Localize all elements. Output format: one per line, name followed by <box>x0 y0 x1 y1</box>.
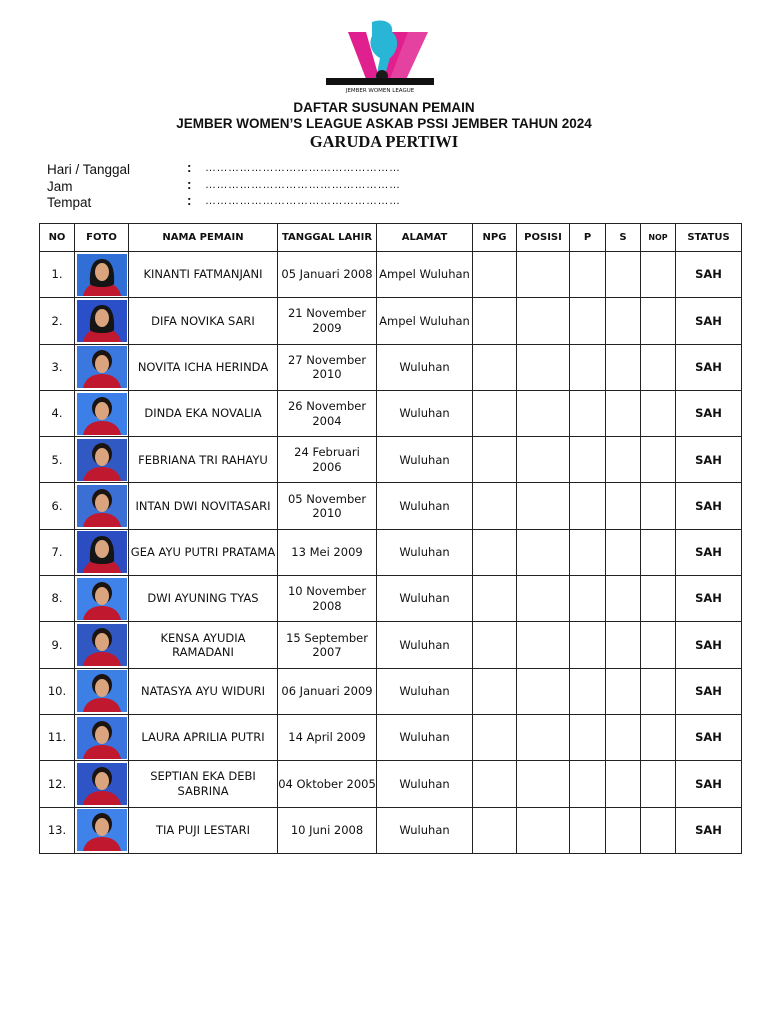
player-status: SAH <box>676 252 742 298</box>
col-p: P <box>570 224 606 252</box>
col-nama: NAMA PEMAIN <box>129 224 278 252</box>
player-p <box>570 252 606 298</box>
player-position <box>517 576 570 622</box>
player-p <box>570 298 606 344</box>
player-position <box>517 344 570 390</box>
player-number: 8. <box>40 576 75 622</box>
player-p <box>570 344 606 390</box>
player-birthdate: 05 Januari 2008 <box>278 252 377 298</box>
player-nop <box>641 807 676 853</box>
player-npg <box>473 344 517 390</box>
player-number: 9. <box>40 622 75 668</box>
player-s <box>606 668 641 714</box>
player-name: INTAN DWI NOVITASARI <box>129 483 278 529</box>
player-photo-cell <box>75 807 129 853</box>
table-header-row <box>40 224 742 252</box>
table-row <box>40 483 742 529</box>
player-s <box>606 576 641 622</box>
player-photo <box>77 578 127 620</box>
col-npg: NPG <box>473 224 517 252</box>
player-name: GEA AYU PUTRI PRATAMA <box>129 529 278 575</box>
player-s <box>606 483 641 529</box>
player-photo-cell <box>75 252 129 298</box>
player-number: 7. <box>40 529 75 575</box>
player-birthdate: 15 September 2007 <box>278 622 377 668</box>
player-nop <box>641 483 676 529</box>
player-birthdate: 06 Januari 2009 <box>278 668 377 714</box>
player-name: KINANTI FATMANJANI <box>129 252 278 298</box>
table-row <box>40 622 742 668</box>
player-position <box>517 529 570 575</box>
player-address: Wuluhan <box>377 761 473 807</box>
col-status: STATUS <box>676 224 742 252</box>
player-photo <box>77 531 127 573</box>
player-number: 4. <box>40 390 75 436</box>
player-s <box>606 344 641 390</box>
player-name: FEBRIANA TRI RAHAYU <box>129 437 278 483</box>
player-birthdate: 21 November 2009 <box>278 298 377 344</box>
player-npg <box>473 252 517 298</box>
player-s <box>606 622 641 668</box>
player-npg <box>473 761 517 807</box>
player-position <box>517 714 570 760</box>
player-birthdate: 10 November 2008 <box>278 576 377 622</box>
player-number: 11. <box>40 714 75 760</box>
col-s: S <box>606 224 641 252</box>
player-status: SAH <box>676 298 742 344</box>
player-address: Wuluhan <box>377 714 473 760</box>
player-nop <box>641 298 676 344</box>
player-photo <box>77 254 127 296</box>
player-photo <box>77 300 127 342</box>
player-position <box>517 252 570 298</box>
player-address: Ampel Wuluhan <box>377 252 473 298</box>
player-name: NATASYA AYU WIDURI <box>129 668 278 714</box>
player-photo <box>77 809 127 851</box>
player-nop <box>641 668 676 714</box>
table-row <box>40 807 742 853</box>
player-number: 13. <box>40 807 75 853</box>
col-foto: FOTO <box>75 224 129 252</box>
player-address: Wuluhan <box>377 437 473 483</box>
player-photo-cell <box>75 390 129 436</box>
player-photo-cell <box>75 576 129 622</box>
player-number: 5. <box>40 437 75 483</box>
col-tanggal: TANGGAL LAHIR <box>278 224 377 252</box>
player-s <box>606 761 641 807</box>
player-birthdate: 24 Februari 2006 <box>278 437 377 483</box>
player-npg <box>473 483 517 529</box>
player-nop <box>641 390 676 436</box>
player-status: SAH <box>676 714 742 760</box>
player-photo-cell <box>75 761 129 807</box>
player-status: SAH <box>676 576 742 622</box>
player-photo <box>77 717 127 759</box>
player-npg <box>473 298 517 344</box>
player-birthdate: 05 November 2010 <box>278 483 377 529</box>
league-logo <box>322 18 438 94</box>
player-address: Wuluhan <box>377 622 473 668</box>
player-roster-table <box>39 223 742 854</box>
player-position <box>517 483 570 529</box>
player-birthdate: 26 November 2004 <box>278 390 377 436</box>
player-name: LAURA APRILIA PUTRI <box>129 714 278 760</box>
player-number: 10. <box>40 668 75 714</box>
player-photo-cell <box>75 668 129 714</box>
player-s <box>606 437 641 483</box>
player-birthdate: 14 April 2009 <box>278 714 377 760</box>
player-status: SAH <box>676 807 742 853</box>
player-npg <box>473 576 517 622</box>
table-row <box>40 529 742 575</box>
player-address: Wuluhan <box>377 529 473 575</box>
document-title: DAFTAR SUSUNAN PEMAIN <box>293 100 475 115</box>
player-name: SEPTIAN EKA DEBI SABRINA <box>129 761 278 807</box>
player-status: SAH <box>676 622 742 668</box>
player-npg <box>473 437 517 483</box>
player-s <box>606 252 641 298</box>
player-address: Wuluhan <box>377 807 473 853</box>
player-address: Ampel Wuluhan <box>377 298 473 344</box>
player-photo <box>77 346 127 388</box>
player-birthdate: 10 Juni 2008 <box>278 807 377 853</box>
player-s <box>606 807 641 853</box>
info-row-place: Tempat : …………………………………………… <box>47 193 401 210</box>
player-photo-cell <box>75 437 129 483</box>
player-photo <box>77 763 127 805</box>
player-birthdate: 27 November 2010 <box>278 344 377 390</box>
player-position <box>517 390 570 436</box>
info-row-date: Hari / Tanggal : …………………………………………… <box>47 160 401 177</box>
player-number: 2. <box>40 298 75 344</box>
player-photo-cell <box>75 622 129 668</box>
player-npg <box>473 668 517 714</box>
table-row <box>40 437 742 483</box>
player-nop <box>641 622 676 668</box>
info-row-time: Jam : …………………………………………… <box>47 176 401 194</box>
player-photo <box>77 393 127 435</box>
player-s <box>606 298 641 344</box>
col-posisi: POSISI <box>517 224 570 252</box>
player-name: TIA PUJI LESTARI <box>129 807 278 853</box>
match-info <box>47 162 447 212</box>
player-name: NOVITA ICHA HERINDA <box>129 344 278 390</box>
table-row <box>40 390 742 436</box>
player-p <box>570 714 606 760</box>
player-p <box>570 807 606 853</box>
player-nop <box>641 252 676 298</box>
player-p <box>570 576 606 622</box>
player-p <box>570 529 606 575</box>
player-number: 3. <box>40 344 75 390</box>
player-position <box>517 622 570 668</box>
table-row <box>40 668 742 714</box>
player-npg <box>473 807 517 853</box>
player-nop <box>641 529 676 575</box>
player-status: SAH <box>676 344 742 390</box>
player-status: SAH <box>676 668 742 714</box>
player-position <box>517 807 570 853</box>
player-birthdate: 04 Oktober 2005 <box>278 761 377 807</box>
player-p <box>570 483 606 529</box>
player-status: SAH <box>676 390 742 436</box>
player-position <box>517 761 570 807</box>
player-position <box>517 298 570 344</box>
player-p <box>570 622 606 668</box>
player-birthdate: 13 Mei 2009 <box>278 529 377 575</box>
player-nop <box>641 344 676 390</box>
player-photo <box>77 624 127 666</box>
player-p <box>570 761 606 807</box>
player-nop <box>641 437 676 483</box>
player-npg <box>473 390 517 436</box>
player-photo-cell <box>75 344 129 390</box>
player-npg <box>473 622 517 668</box>
table-row <box>40 252 742 298</box>
col-nop: NOP <box>641 224 676 252</box>
table-row <box>40 298 742 344</box>
player-number: 1. <box>40 252 75 298</box>
player-status: SAH <box>676 761 742 807</box>
player-address: Wuluhan <box>377 344 473 390</box>
player-photo-cell <box>75 714 129 760</box>
document-subtitle: JEMBER WOMEN’S LEAGUE ASKAB PSSI JEMBER TAHUN 2024 <box>176 116 592 131</box>
svg-text:JEMBER WOMEN LEAGUE: JEMBER WOMEN LEAGUE <box>345 88 415 94</box>
player-s <box>606 529 641 575</box>
player-address: Wuluhan <box>377 390 473 436</box>
table-row <box>40 576 742 622</box>
player-address: Wuluhan <box>377 668 473 714</box>
player-photo-cell <box>75 529 129 575</box>
player-status: SAH <box>676 529 742 575</box>
player-photo <box>77 485 127 527</box>
table-row <box>40 344 742 390</box>
col-alamat: ALAMAT <box>377 224 473 252</box>
player-npg <box>473 529 517 575</box>
player-status: SAH <box>676 483 742 529</box>
player-number: 6. <box>40 483 75 529</box>
player-name: DIFA NOVIKA SARI <box>129 298 278 344</box>
player-position <box>517 437 570 483</box>
player-name: DINDA EKA NOVALIA <box>129 390 278 436</box>
player-nop <box>641 714 676 760</box>
col-no: NO <box>40 224 75 252</box>
player-s <box>606 714 641 760</box>
player-address: Wuluhan <box>377 576 473 622</box>
player-s <box>606 390 641 436</box>
player-photo-cell <box>75 298 129 344</box>
player-name: KENSA AYUDIA RAMADANI <box>129 622 278 668</box>
player-nop <box>641 576 676 622</box>
player-photo <box>77 439 127 481</box>
player-p <box>570 668 606 714</box>
player-number: 12. <box>40 761 75 807</box>
player-name: DWI AYUNING TYAS <box>129 576 278 622</box>
table-row <box>40 714 742 760</box>
table-row <box>40 761 742 807</box>
player-p <box>570 437 606 483</box>
player-status: SAH <box>676 437 742 483</box>
player-nop <box>641 761 676 807</box>
player-photo <box>77 670 127 712</box>
team-name: GARUDA PERTIWI <box>309 132 459 151</box>
player-photo-cell <box>75 483 129 529</box>
player-npg <box>473 714 517 760</box>
player-position <box>517 668 570 714</box>
player-p <box>570 390 606 436</box>
player-address: Wuluhan <box>377 483 473 529</box>
